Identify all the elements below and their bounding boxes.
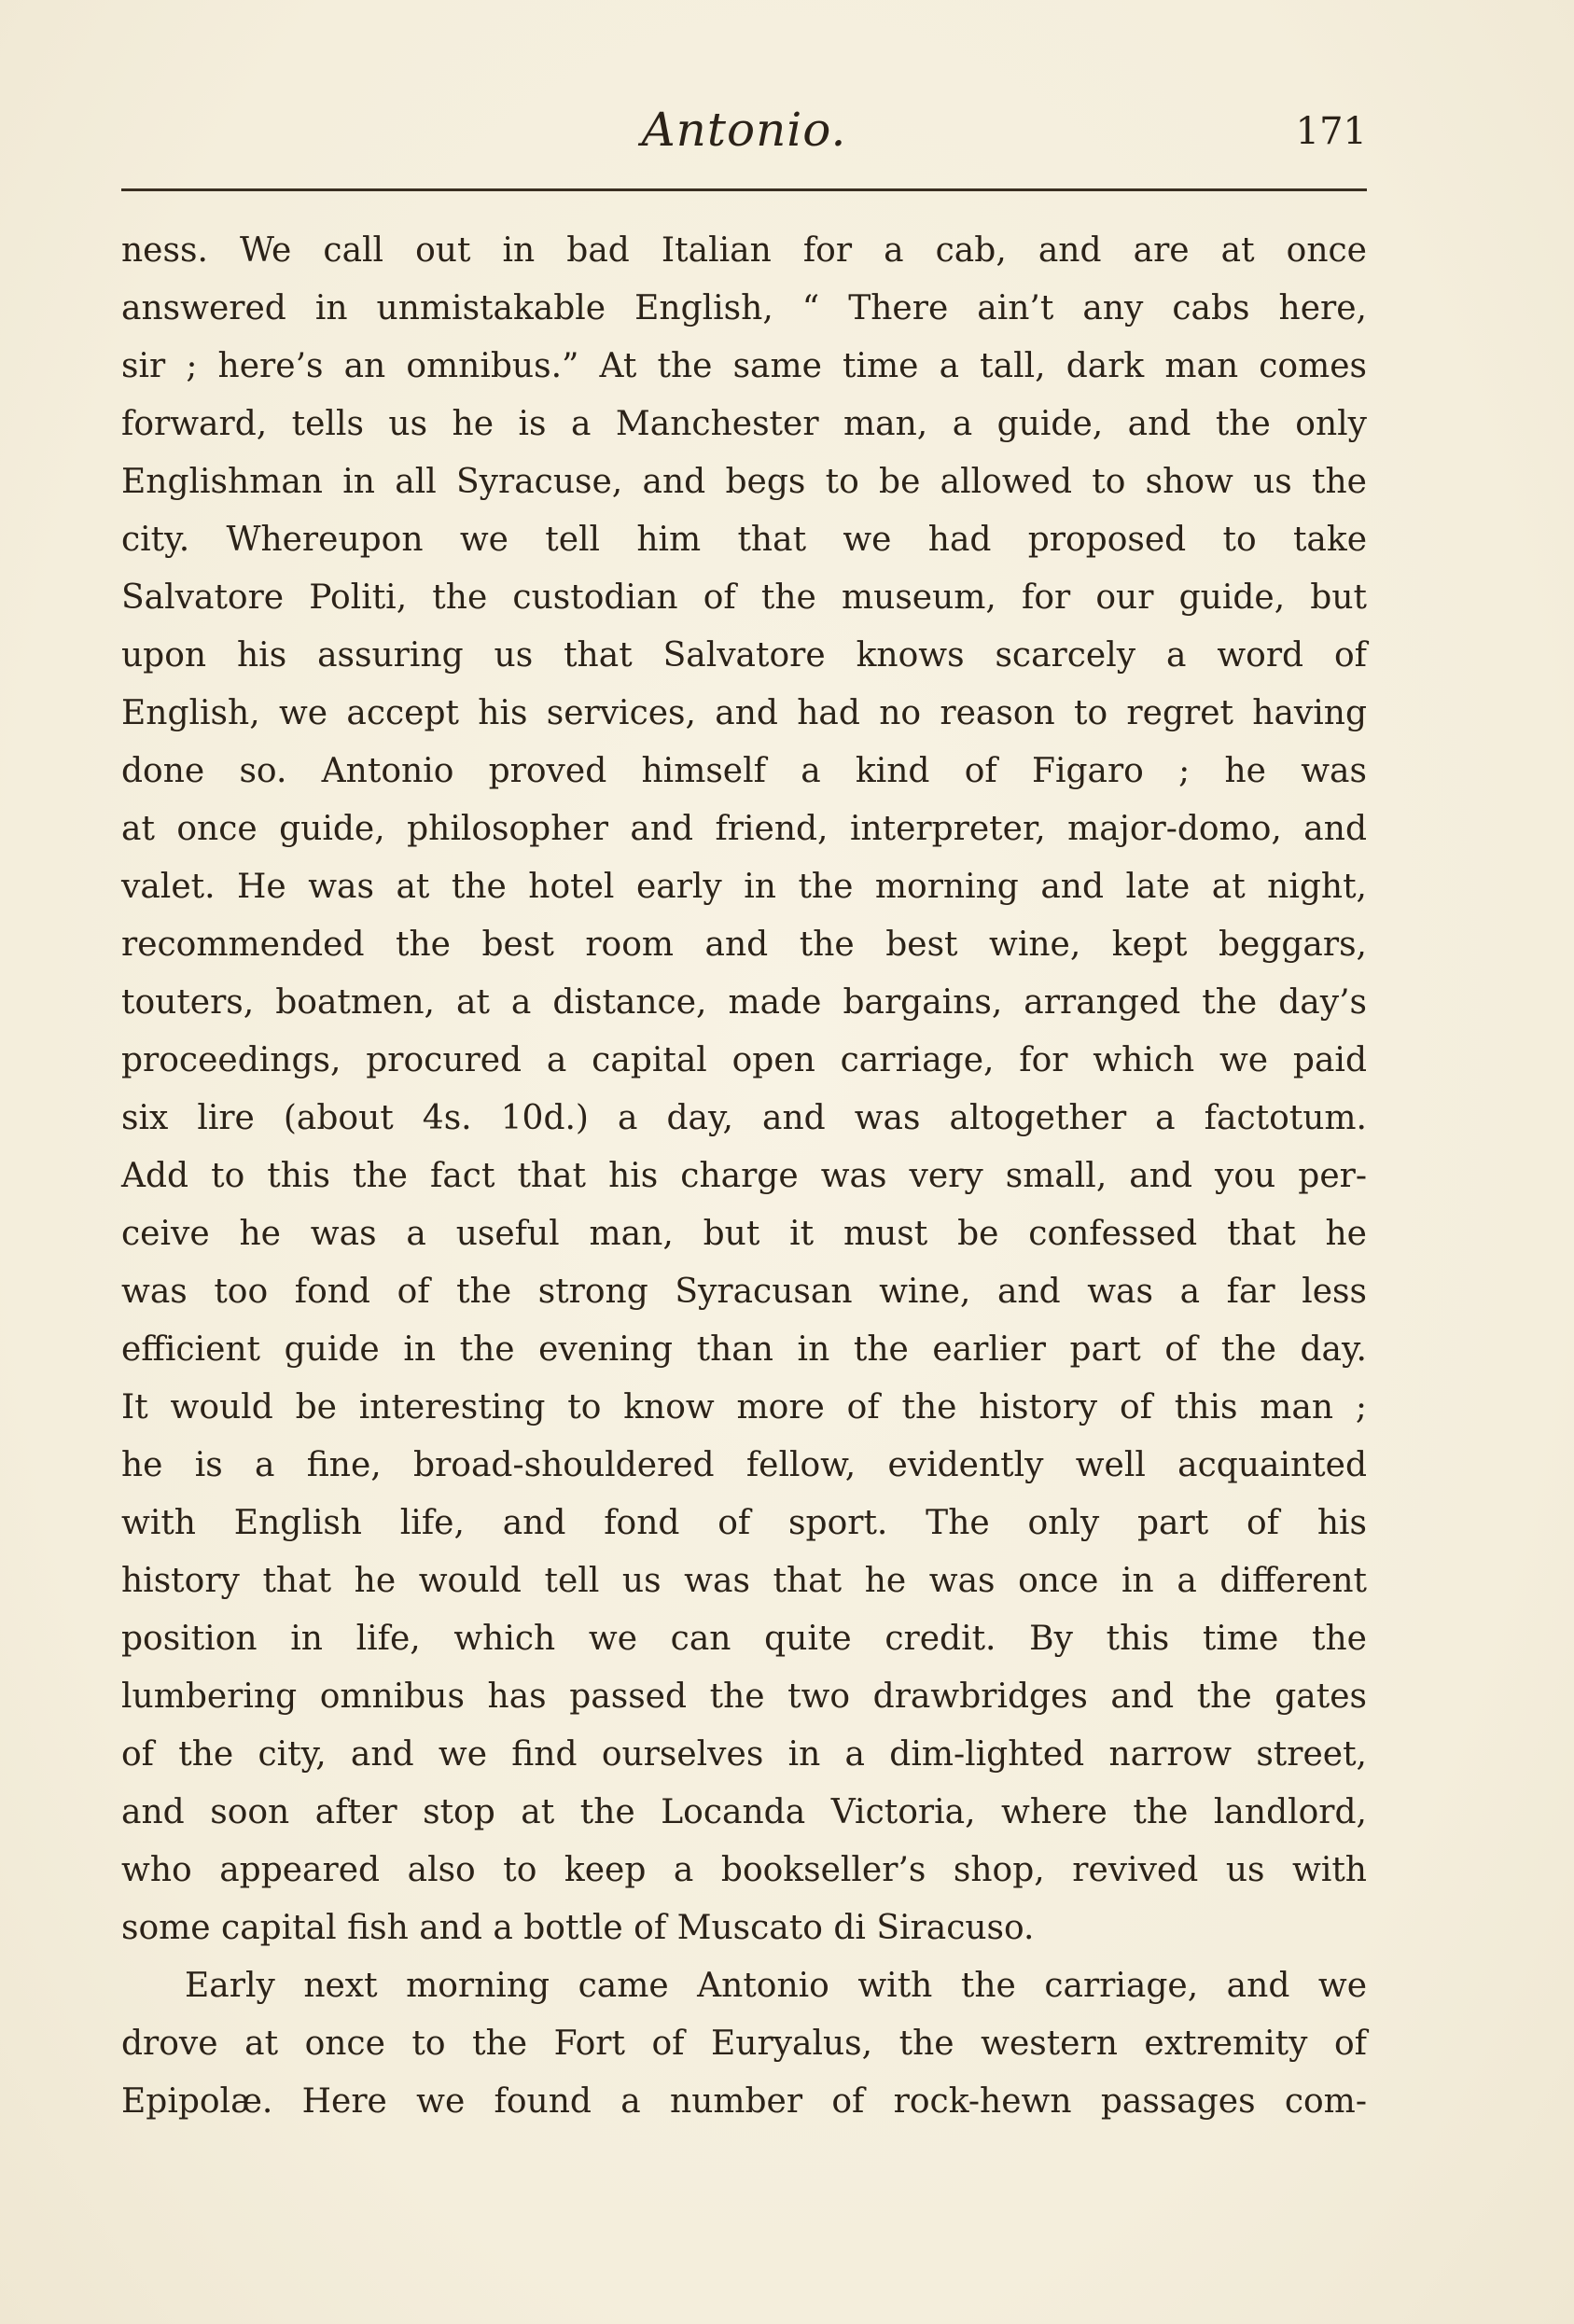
text-line: proceedings, procured a capital open carriage, for which we paid (121, 1041, 1367, 1079)
text-line: Englishman in all Syracuse, and begs to be allowed to show us the (121, 463, 1367, 501)
page-number: 171 (1295, 110, 1367, 153)
text-line: position in life, which we can quite credit. By this time the (121, 1620, 1367, 1658)
text-line: valet. He was at the hotel early in the morning and late at night, (121, 868, 1367, 906)
text-line: drove at once to the Fort of Euryalus, the western extremity of (121, 2025, 1367, 2063)
text-line: was too fond of the strong Syracusan wine, and was a far less (121, 1273, 1367, 1311)
running-title: Antonio. (641, 103, 847, 157)
text-line: lumbering omnibus has passed the two drawbridges and the gates (121, 1677, 1367, 1716)
text-line: upon his assuring us that Salvatore knows scarcely a word of (121, 636, 1367, 675)
text-line: done so. Antonio proved himself a kind of Figaro ; he was (121, 752, 1367, 790)
text-line: six lire (about 4s. 10d.) a day, and was altogether a factotum. (121, 1099, 1367, 1137)
text-line: at once guide, philosopher and friend, interpreter, major-domo, and (121, 810, 1367, 848)
text-line: English, we accept his services, and had no reason to regret having (121, 694, 1367, 732)
page-header (121, 103, 1367, 168)
text-line: he is a fine, broad-shouldered fellow, evidently well acquainted (121, 1446, 1367, 1484)
text-line: of the city, and we find ourselves in a dim-lighted narrow street, (121, 1735, 1367, 1774)
text-line: efficient guide in the evening than in the earlier part of the day. (121, 1330, 1367, 1369)
text-line: Add to this the fact that his charge was very small, and you per- (121, 1157, 1367, 1195)
paragraph-end-line: some capital fish and a bottle of Muscato di Siracuso. (121, 1909, 1035, 1947)
body-text (121, 222, 1367, 2131)
text-line: ceive he was a useful man, but it must be confessed that he (121, 1215, 1367, 1253)
text-line: Salvatore Politi, the custodian of the museum, for our guide, but (121, 578, 1367, 617)
text-line: It would be interesting to know more of the history of this man ; (121, 1388, 1367, 1426)
text-line: and soon after stop at the Locanda Victoria, where the landlord, (121, 1793, 1367, 1831)
text-line: answered in unmistakable English, “ There ain’t any cabs here, (121, 289, 1367, 327)
text-line: recommended the best room and the best wine, kept beggars, (121, 925, 1367, 964)
text-line: Epipolæ. Here we found a number of rock-hewn passages com- (121, 2082, 1367, 2121)
paragraph-start-line: Early next morning came Antonio with the carriage, and we (185, 1967, 1367, 2005)
text-line: who appeared also to keep a bookseller’s shop, revived us with (121, 1851, 1367, 1889)
text-line: sir ; here’s an omnibus.” At the same time a tall, dark man comes (121, 347, 1367, 385)
text-line: touters, boatmen, at a distance, made bargains, arranged the day’s (121, 983, 1367, 1022)
text-line: city. Whereupon we tell him that we had proposed to take (121, 521, 1367, 559)
header-rule (121, 188, 1367, 191)
text-line: with English life, and fond of sport. The only part of his (121, 1504, 1367, 1542)
text-line: history that he would tell us was that he was once in a different (121, 1562, 1367, 1600)
text-line: ness. We call out in bad Italian for a cab, and are at once (121, 231, 1367, 270)
text-line: forward, tells us he is a Manchester man, a guide, and the only (121, 405, 1367, 443)
